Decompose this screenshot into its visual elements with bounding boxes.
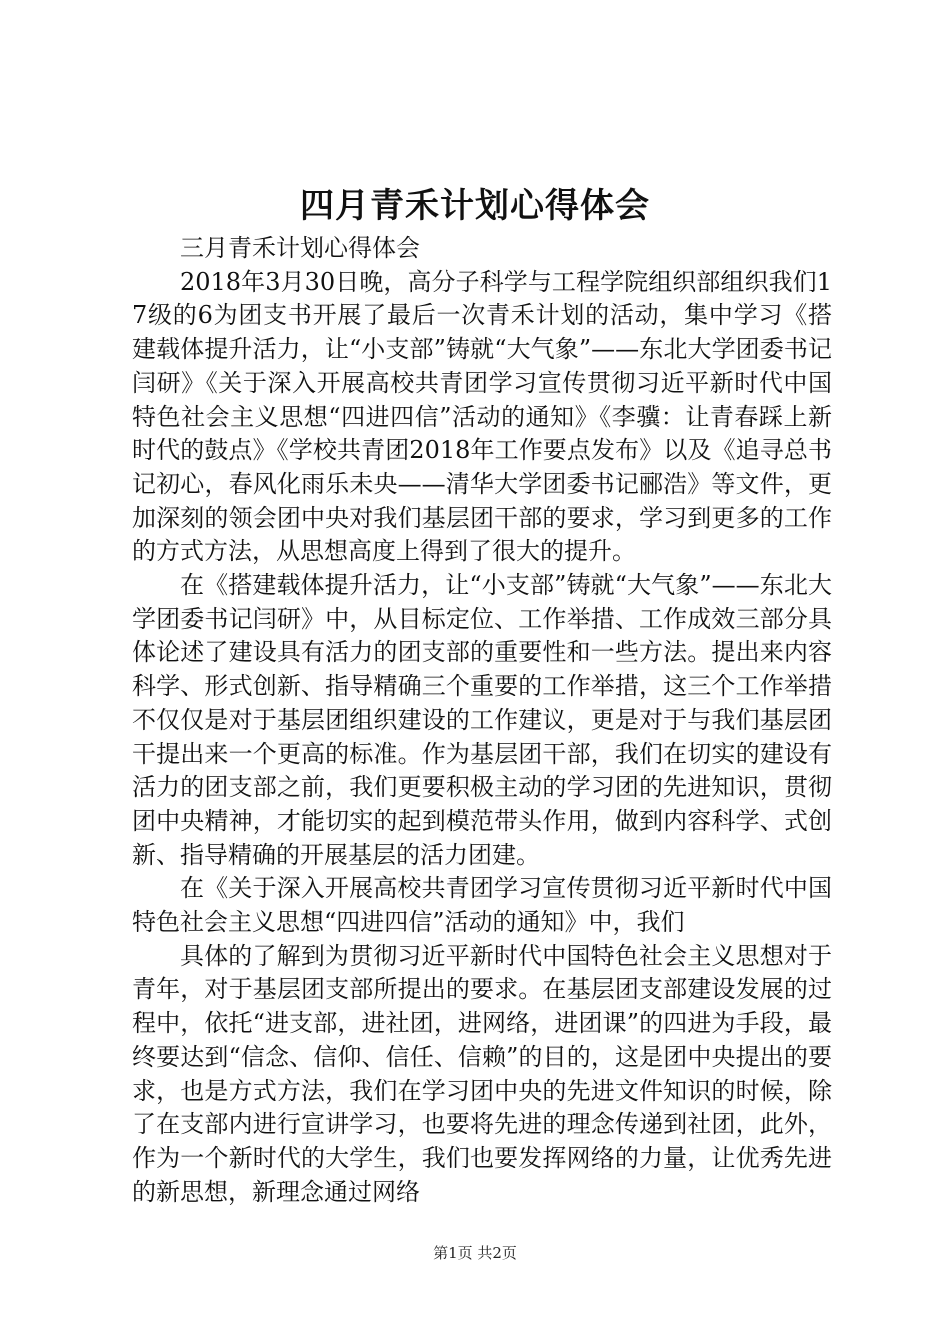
page-number-footer: 第1页 共2页 <box>433 1244 517 1262</box>
document-body <box>132 232 832 1209</box>
paragraph-subtitle: 三月青禾计划心得体会 <box>180 234 420 262</box>
paragraph-notice: 在《关于深入开展高校共青团学习宣传贯彻习近平新时代中国特色社会主义思想“四进四信”活动的通知》中，我们 <box>132 874 832 937</box>
document-title: 四月青禾计划心得体会 <box>300 186 650 226</box>
paragraph-northeastern: 在《搭建载体提升活力，让“小支部”铸就“大气象”——东北大学团委书记闫研》中，从目标定位、工作举措、工作成效三部分具体论述了建设具有活力的团支部的重要性和一些方法。提出来内容科学、形式创新、指导精确三个重要的工作举措，这三个工作举措不仅仅是对于基层团组织建设的工作建议，更是对于与我们基层团干提出来一个更高的标准。作为基层团干部，我们在切实的建设有活力的团支部之前，我们更要积极主动的学习团的先进知识，贯彻团中央精神，才能切实的起到模范带头作用，做到内容科学、式创新、指导精确的开展基层的活力团建。 <box>132 571 832 869</box>
paragraph-intro: 2018年3月30日晚，高分子科学与工程学院组织部组织我们17级的6为团支书开展了最后一次青禾计划的活动，集中学习《搭建载体提升活力，让“小支部”铸就“大气象”——东北大学团委书记闫研》《关于深入开展高校共青团学习宣传贯彻习近平新时代中国特色社会主义思想“四进四信”活动的通知》《李骥：让青春踩上新时代的鼓点》《学校共青团2018年工作要点发布》以及《追寻总书记初心，春风化雨乐未央——清华大学团委书记郦浩》等文件，更加深刻的领会团中央对我们基层团干部的要求，学习到更多的工作的方式方法，从思想高度上得到了很大的提升。 <box>132 267 832 566</box>
paragraph-requirements: 具体的了解到为贯彻习近平新时代中国特色社会主义思想对于青年，对于基层团支部所提出的要求。在基层团支部建设发展的过程中，依托“进支部，进社团，进网络，进团课”的四进为手段，最终要达到“信念、信仰、信任、信赖”的目的，这是团中央提出的要求，也是方式方法，我们在学习团中央的先进文件知识的时候，除了在支部内进行宣讲学习，也要将先进的理念传递到社团，此外，作为一个新时代的大学生，我们也要发挥网络的力量，让优秀先进的新思想，新理念通过网络 <box>132 941 832 1206</box>
